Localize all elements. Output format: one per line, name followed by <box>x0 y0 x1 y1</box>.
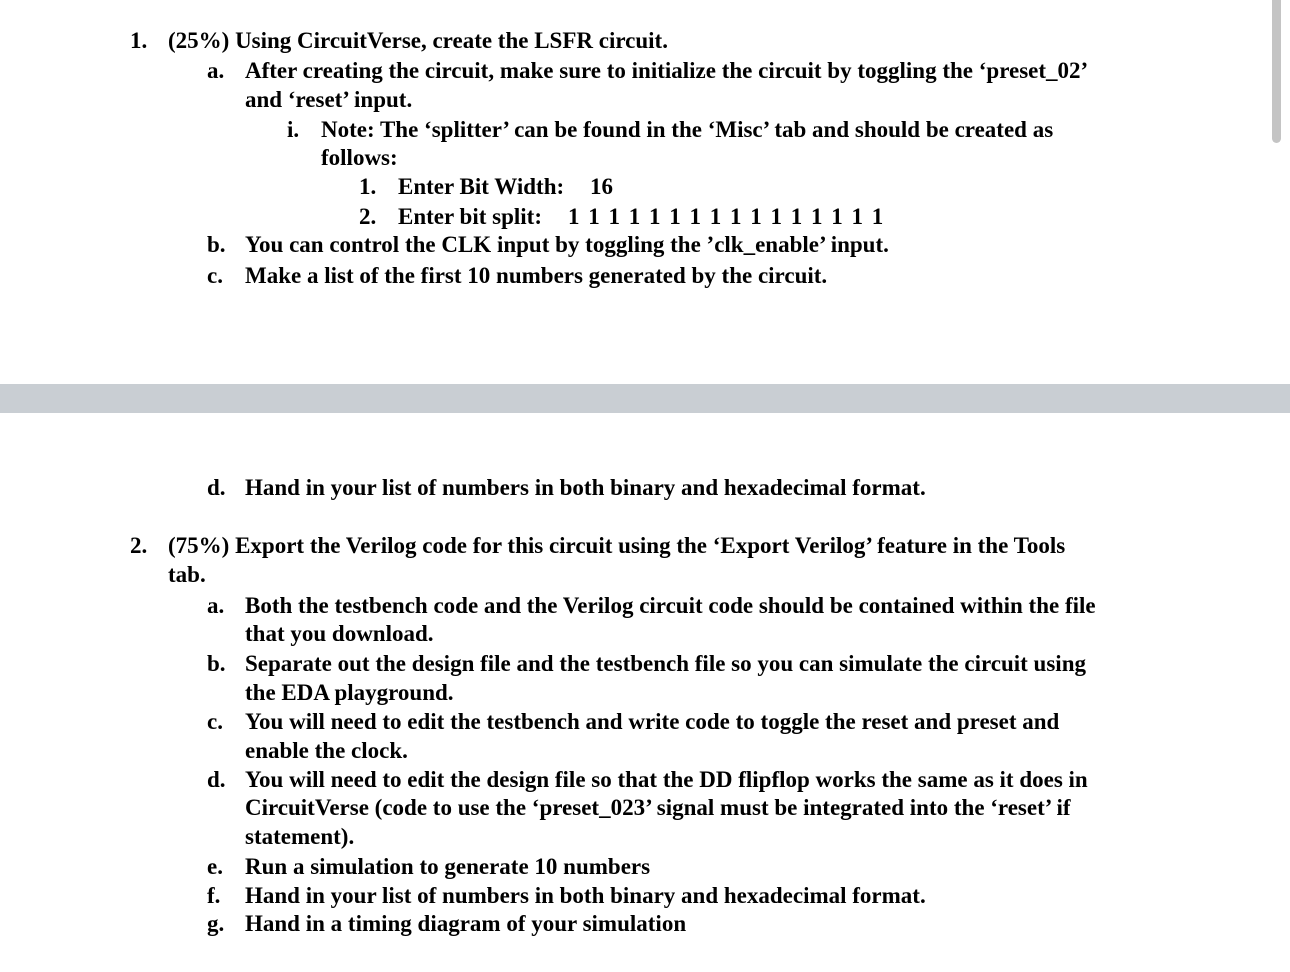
q2f-marker: f. <box>207 883 221 908</box>
q1a-text-line2: and ‘reset’ input. <box>245 87 413 112</box>
q2b-text-line2: the EDA playground. <box>245 680 454 705</box>
q2-heading-line1: (75%) Export the Verilog code for this circuit using the ‘Export Verilog’ feature in the Tools <box>168 533 1066 558</box>
q2g-text: Hand in a timing diagram of your simulation <box>245 911 687 936</box>
q2c-text-line1: You will need to edit the testbench and write code to toggle the reset and preset and <box>245 709 1060 734</box>
q1ai-text-line2: follows: <box>321 145 398 170</box>
q2d-marker: d. <box>207 767 226 792</box>
step-1-label: Enter Bit Width: <box>398 174 565 199</box>
document-page-1 <box>0 0 1270 384</box>
q1d-marker: d. <box>207 475 226 500</box>
step-1-value: 16 <box>590 174 613 199</box>
q1b-text: You can control the CLK input by toggling the ’clk_enable’ input. <box>245 232 889 257</box>
q2f-text: Hand in your list of numbers in both binary and hexadecimal format. <box>245 883 926 908</box>
page-separator <box>0 384 1290 413</box>
q2b-marker: b. <box>207 651 226 676</box>
q1c-text: Make a list of the first 10 numbers generated by the circuit. <box>245 263 828 288</box>
q1b-marker: b. <box>207 232 226 257</box>
q2-heading-line2: tab. <box>168 562 206 587</box>
step-2-marker: 2. <box>359 204 377 229</box>
q2g-marker: g. <box>207 911 225 936</box>
q2a-text-line2: that you download. <box>245 621 434 646</box>
q2a-text-line1: Both the testbench code and the Verilog circuit code should be contained within the file <box>245 593 1096 618</box>
q2c-marker: c. <box>207 709 223 734</box>
q1ai-text-line1: Note: The ‘splitter’ can be found in the ‘Misc’ tab and should be created as <box>321 117 1054 142</box>
q2a-marker: a. <box>207 593 225 618</box>
q2d-text-line2: CircuitVerse (code to use the ‘preset_023’ signal must be integrated into the ‘reset’ if <box>245 795 1071 820</box>
q1d-text: Hand in your list of numbers in both binary and hexadecimal format. <box>245 475 926 500</box>
document-page-2 <box>0 413 1270 972</box>
q1-number: 1. <box>130 28 148 53</box>
q2e-text: Run a simulation to generate 10 numbers <box>245 854 651 879</box>
vertical-scrollbar-thumb[interactable] <box>1272 0 1281 143</box>
q2c-text-line2: enable the clock. <box>245 738 408 763</box>
q2b-text-line1: Separate out the design file and the testbench file so you can simulate the circuit using <box>245 651 1086 676</box>
q2e-marker: e. <box>207 854 223 879</box>
step-2-label: Enter bit split: <box>398 204 542 229</box>
q1a-text-line1: After creating the circuit, make sure to initialize the circuit by toggling the ‘preset_02’ <box>245 58 1089 83</box>
q1-heading: (25%) Using CircuitVerse, create the LSFR circuit. <box>168 28 668 53</box>
q1c-marker: c. <box>207 263 223 288</box>
q1ai-marker: i. <box>287 117 300 142</box>
q2d-text-line3: statement). <box>245 824 355 849</box>
q1a-marker: a. <box>207 58 225 83</box>
step-2-value: 1 1 1 1 1 1 1 1 1 1 1 1 1 1 1 1 <box>568 204 885 229</box>
q2-number: 2. <box>130 533 148 558</box>
q2d-text-line1: You will need to edit the design file so that the DD flipflop works the same as it does in <box>245 767 1088 792</box>
step-1-marker: 1. <box>359 174 377 199</box>
